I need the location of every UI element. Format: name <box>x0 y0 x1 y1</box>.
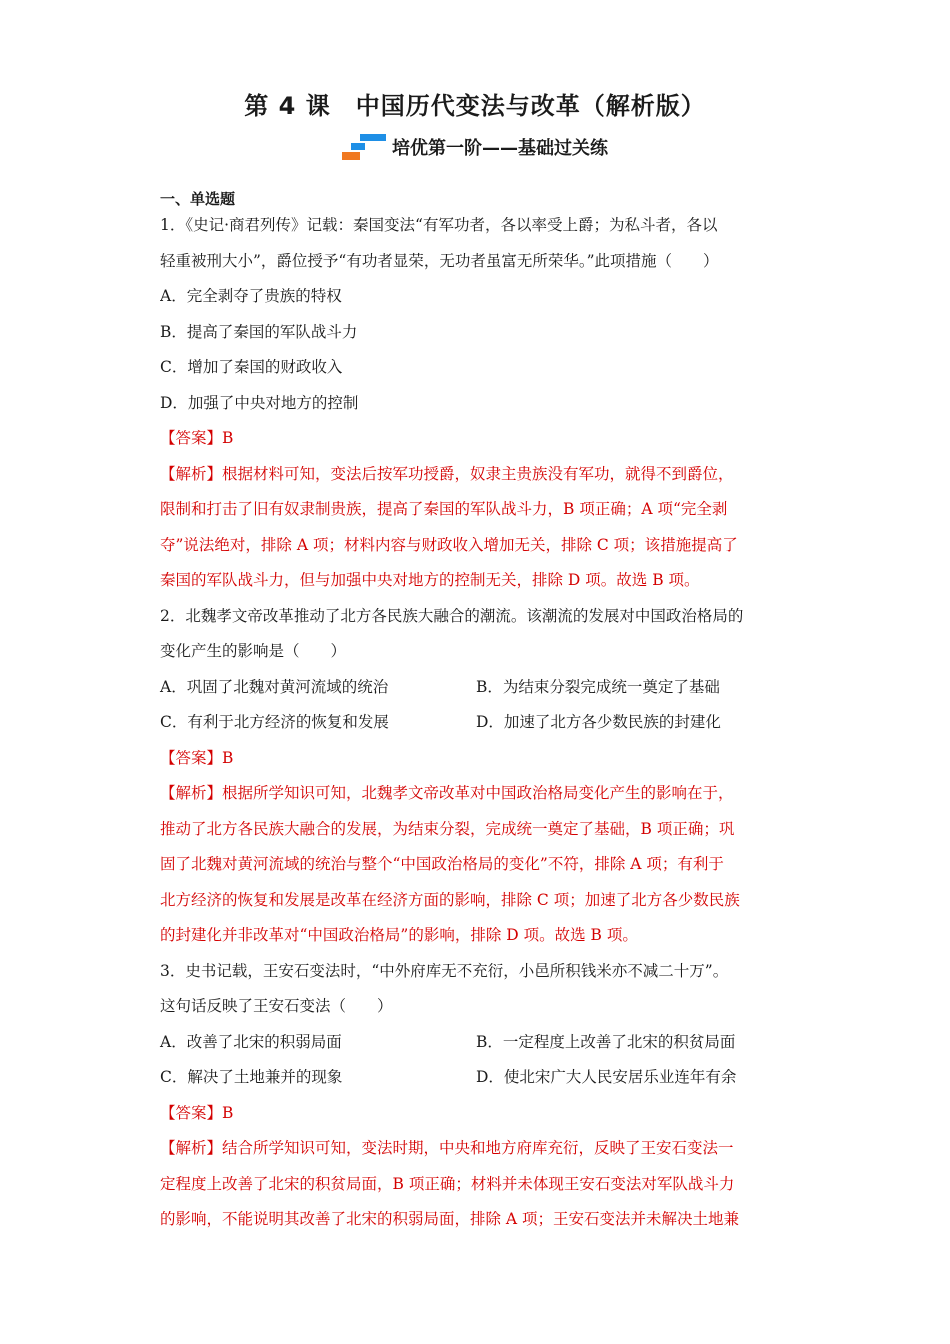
analysis-line: 固了北魏对黄河流域的统治与整个“中国政治格局的变化”不符，排除 A 项；有利于 <box>160 855 724 873</box>
analysis-line: 的影响，不能说明其改善了北宋的积弱局面，排除 A 项；王安石变法并未解决土地兼 <box>160 1210 740 1228</box>
answer-line <box>160 421 792 457</box>
answer-line <box>160 1096 792 1132</box>
option-c: C．解决了土地兼并的现象 <box>160 1068 343 1086</box>
option-b: B．提高了秦国的军队战斗力 <box>160 322 358 341</box>
analysis-line: 夺”说法绝对，排除 A 项；材料内容与财政收入增加无关，排除 C 项；该措施提高了 <box>160 535 738 554</box>
question-stem: 3．史书记载，王安石变法时，“中外府库无不充衍，小邑所积钱米亦不减二十万”。 <box>160 961 729 980</box>
answer-tag: 【答案】 <box>160 429 223 447</box>
stairs-icon <box>342 134 386 160</box>
analysis-line: 北方经济的恢复和发展是改革在经济方面的影响，排除 C 项；加速了北方各少数民族 <box>160 890 740 909</box>
answer-tag: 【答案】 <box>160 1103 223 1122</box>
analysis-text: 根据材料可知，变法后按军功授爵，奴隶主贵族没有军功，就得不到爵位， <box>222 464 734 483</box>
option-c: C．有利于北方经济的恢复和发展 <box>160 713 389 731</box>
option-row <box>160 670 792 706</box>
question-stem: 这句话反映了王安石变法（ ） <box>160 997 393 1015</box>
answer-value: B <box>222 429 234 447</box>
analysis-line: 的封建化并非改革对“中国政治格局”的影响，排除 D 项。故选 B 项。 <box>160 926 638 944</box>
option-row <box>160 1060 792 1096</box>
analysis-line <box>160 776 792 812</box>
answer-value: B <box>222 1103 234 1122</box>
subtitle-row <box>0 134 950 164</box>
analysis-line: 秦国的军队战斗力，但与加强中央对地方的控制无关，排除 D 项。故选 B 项。 <box>160 571 700 589</box>
question-stem: 2．北魏孝文帝改革推动了北方各民族大融合的潮流。该潮流的发展对中国政治格局的 <box>160 606 744 625</box>
questions <box>160 208 792 1238</box>
page-title: 第 4 课 中国历代变法与改革（解析版） <box>244 92 706 120</box>
analysis-tag: 【解析】 <box>160 1139 223 1157</box>
analysis-line: 限制和打击了旧有奴隶制贵族，提高了秦国的军队战斗力，B 项正确；A 项“完全剥 <box>160 500 728 518</box>
analysis-line <box>160 457 792 493</box>
option-a: A．巩固了北魏对黄河流域的统治 <box>160 677 389 696</box>
answer-line <box>160 741 792 777</box>
question-stem: 变化产生的影响是（ ） <box>160 642 347 660</box>
question-3 <box>160 954 792 1238</box>
option-c: C．增加了秦国的财政收入 <box>160 358 343 376</box>
analysis-tag: 【解析】 <box>160 464 223 483</box>
subtitle: 培优第一阶——基础过关练 <box>392 138 608 159</box>
option-d: D．使北宋广大人民安居乐业连年有余 <box>476 1068 737 1086</box>
answer-value: B <box>222 748 234 767</box>
question-1 <box>160 208 792 599</box>
question-stem: 1．《史记·商君列传》记载：秦国变法“有军功者，各以率受上爵；为私斗者，各以 <box>160 216 718 234</box>
analysis-line: 定程度上改善了北宋的积贫局面，B 项正确；材料并未体现王安石变法对军队战斗力 <box>160 1174 735 1193</box>
answer-tag: 【答案】 <box>160 748 223 767</box>
analysis-line: 推动了北方各民族大融合的发展，为结束分裂，完成统一奠定了基础，B 项正确；巩 <box>160 819 735 838</box>
analysis-text: 根据所学知识可知，北魏孝文帝改革对中国政治格局变化产生的影响在于， <box>222 784 734 802</box>
option-b: B．为结束分裂完成统一奠定了基础 <box>476 677 720 696</box>
option-a: A．改善了北宋的积弱局面 <box>160 1032 342 1051</box>
analysis-text: 结合所学知识可知，变法时期，中央和地方府库充衍，反映了王安石变法一 <box>222 1139 734 1157</box>
question-stem: 轻重被刑大小”，爵位授予“有功者显荣，无功者虽富无所荣华。”此项措施（ ） <box>160 251 719 270</box>
analysis-line <box>160 1131 792 1167</box>
option-d: D．加强了中央对地方的控制 <box>160 393 359 412</box>
question-2 <box>160 599 792 954</box>
option-a: A．完全剥夺了贵族的特权 <box>160 287 342 305</box>
option-d: D．加速了北方各少数民族的封建化 <box>476 713 721 731</box>
analysis-tag: 【解析】 <box>160 784 223 802</box>
option-row <box>160 1025 792 1061</box>
option-b: B．一定程度上改善了北宋的积贫局面 <box>476 1032 736 1051</box>
section-heading: 一、单选题 <box>160 190 236 208</box>
option-row <box>160 705 792 741</box>
